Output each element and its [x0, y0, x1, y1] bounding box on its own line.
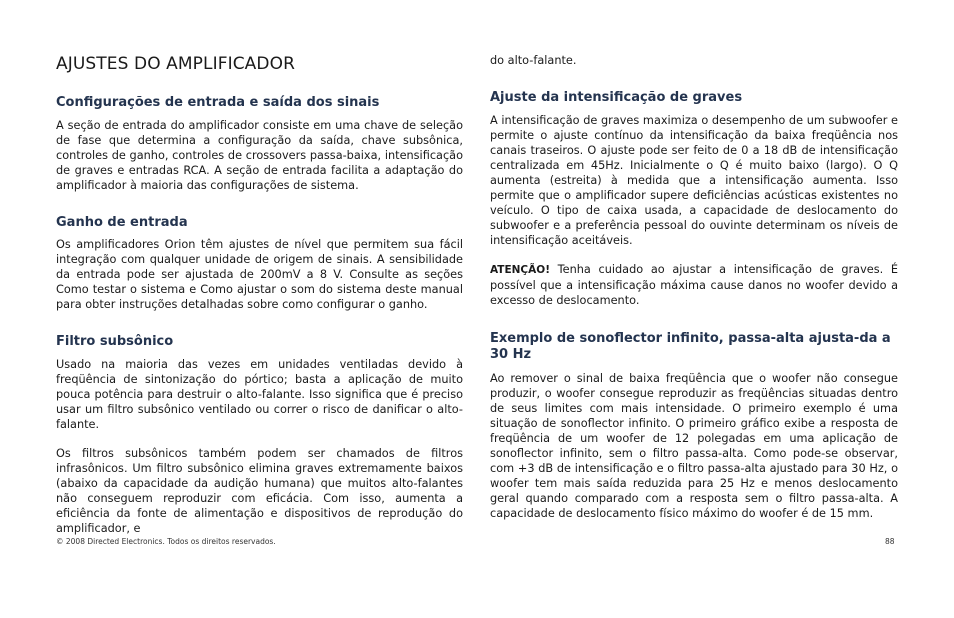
- paragraph-signal-config: A seção de entrada do amplificador consiste em uma chave de seleção de fase que determina a configuração da saída, chave subsônica, controles de ganho, controles de crossovers passa-baixa, intensificação de graves e entradas RCA. A seção de entrada facilita a adaptação do amplificador à maioria das configurações de sistema.: [56, 119, 463, 192]
- page-number: 88: [885, 537, 895, 546]
- paragraph-subsonic-filter-1: Usado na maioria das vezes em unidades ventiladas devido à freqüência de sintonização do pórtico; basta a aplicação de muito pouca potência para destruir o alto-falante. Isso significa que é preciso usar um filtro subsônico ventilado ou correr o risco de danificar o alto-falante.: [56, 358, 463, 431]
- paragraph-subsonic-filter-2: Os filtros subsônicos também podem ser chamados de filtros infrasônicos. Um filtro subsônico elimina graves extremamente baixos (abaixo da capacidade da audição humana) que muitos alto-falantes não conseguem reproduzir com eficácia. Com isso, aumenta a eficiência da fonte de alimentação e dispositivos de reprodução do amplificador, e: [56, 447, 463, 535]
- section-heading-bass-boost: Ajuste da intensificação de graves: [490, 90, 743, 105]
- paragraph-continuation: do alto-falante.: [490, 54, 577, 67]
- paragraph-input-gain: Os amplificadores Orion têm ajustes de nível que permitem sua fácil integração com qualquer unidade de origem de sinais. A sensibilidade da entrada pode ser ajustada de 200mV a 8 V. Consulte as seções Como testar o sistema e Como ajustar o som do sistema deste manual para obter instruções detalhadas sobre como configurar o ganho.: [56, 238, 463, 311]
- section-heading-subsonic-filter: Filtro subsônico: [56, 334, 174, 349]
- section-heading-infinite-baffle: Exemplo de sonoflector infinito, passa-alta ajusta-da a 30 Hz: [490, 331, 891, 362]
- warning-text: Tenha cuidado ao ajustar a intensificação de graves. É possível que a intensificação máxima cause danos no woofer devido a excesso de deslocamento.: [490, 263, 898, 307]
- footer-copyright: © 2008 Directed Electronics. Todos os direitos reservados.: [56, 537, 276, 546]
- section-heading-input-gain: Ganho de entrada: [56, 215, 188, 230]
- paragraph-bass-boost: A intensificação de graves maximiza o desempenho de um subwoofer e permite o ajuste contínuo da intensificação da baixa freqüência nos canais traseiros. O ajuste pode ser feito de 0 a 18 dB de intensificação centralizada em 45Hz. Inicialmente o Q é muito baixo (largo). O Q aumenta (estreita) à medida que a intensificação aumenta. Isso permite que o amplificador supere deficiências acústicas existentes no veículo. O tipo de caixa usada, a capacidade de deslocamento do subwoofer e a preferência pessoal do ouvinte determinam os níveis de intensificação aceitáveis.: [490, 114, 898, 247]
- section-heading-signal-config: Configurações de entrada e saída dos sinais: [56, 95, 380, 110]
- warning-label: ATENÇÃO!: [490, 264, 550, 276]
- paragraph-warning: [490, 262, 898, 308]
- paragraph-infinite-baffle: Ao remover o sinal de baixa freqüência que o woofer não consegue produzir, o woofer consegue reproduzir as freqüências situadas dentro de seus limites com mais intensidade. O primeiro exemplo é uma situação de sonoflector infinito. O primeiro gráfico exibe a resposta de freqüência de um woofer de 12 polegadas em uma aplicação de sonoflector infinito, sem o filtro passa-alta. Como pode-se observar, com +3 dB de intensificação e o filtro passa-alta ajustado para 30 Hz, o woofer tem mais saída reduzida para 25 Hz e menos deslocamento geral quando comparado com a resposta sem o filtro passa-alta. A capacidade de deslocamento físico máximo do woofer é de 15 mm.: [490, 372, 898, 520]
- page-title: AJUSTES DO AMPLIFICADOR: [56, 54, 295, 74]
